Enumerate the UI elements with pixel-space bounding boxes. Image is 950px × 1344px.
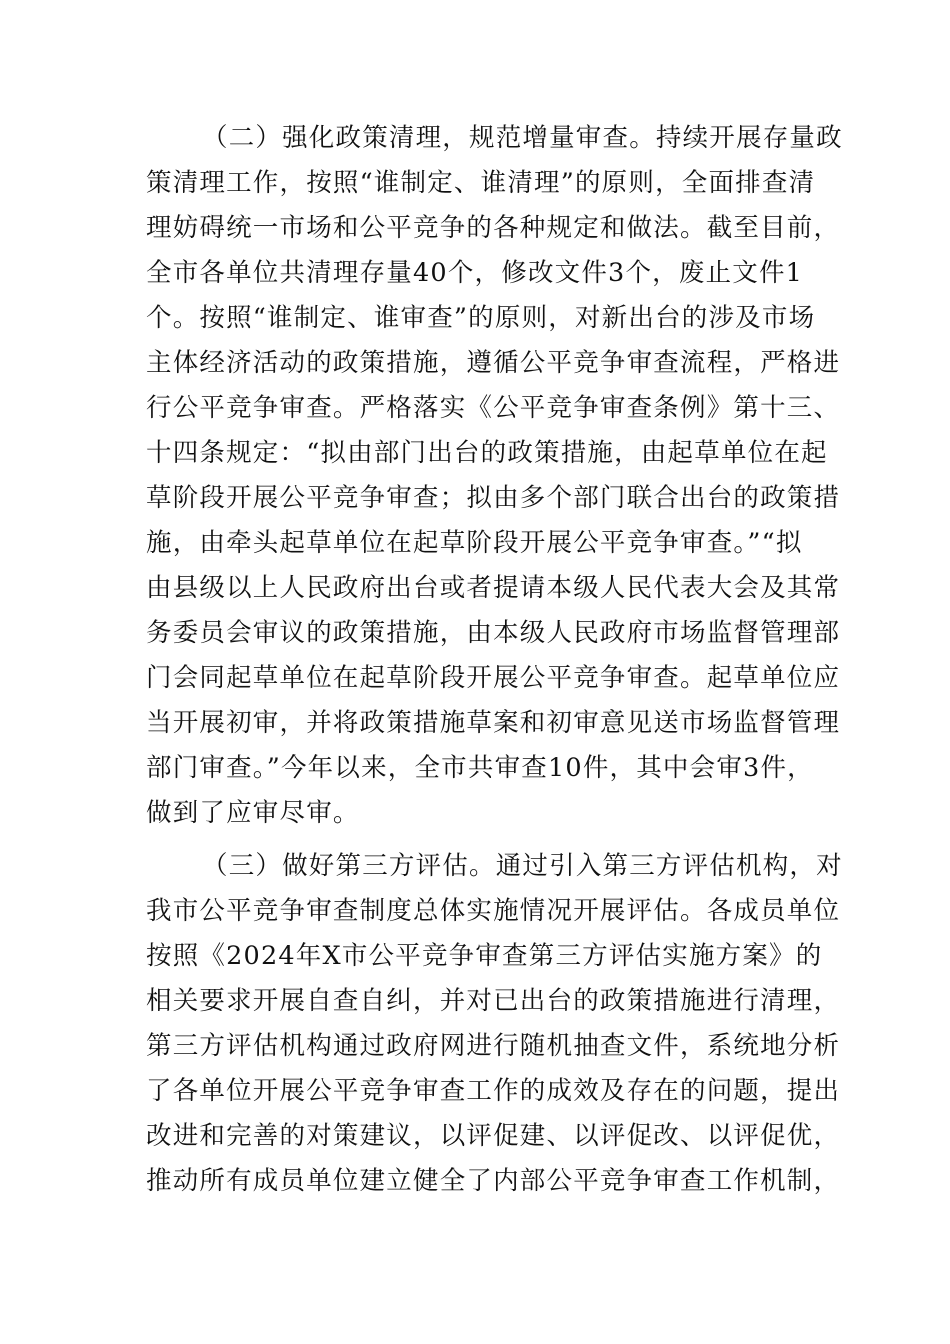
paragraph-third-party-evaluation	[146, 844, 843, 1204]
document-body	[146, 116, 843, 1204]
paragraph-line: 全市各单位共清理存量40个，修改文件3个，废止文件1	[146, 258, 804, 288]
paragraph-line: 相关要求开展自查自纠，并对已出台的政策措施进行清理，	[146, 986, 841, 1016]
paragraph-line: 由县级以上人民政府出台或者提请本级人民代表大会及其常	[146, 573, 841, 603]
paragraph-line: 行公平竞争审查。严格落实《公平竞争审查条例》第十三、	[146, 393, 841, 423]
paragraph-line: 门会同起草单位在起草阶段开展公平竞争审查。起草单位应	[146, 663, 841, 693]
paragraph-line: 当开展初审，并将政策措施草案和初审意见送市场监督管理	[146, 708, 841, 738]
paragraph-line: 推动所有成员单位建立健全了内部公平竞争审查工作机制，	[146, 1166, 841, 1196]
paragraph-line: 主体经济活动的政策措施，遵循公平竞争审查流程，严格进	[146, 348, 841, 378]
paragraph-line: 个。按照“谁制定、谁审查”的原则，对新出台的涉及市场	[146, 303, 816, 333]
paragraph-spacer	[146, 836, 816, 844]
paragraph-line: 了各单位开展公平竞争审查工作的成效及存在的问题，提出	[146, 1076, 841, 1106]
paragraph-line: 按照《2024年X市公平竞争审查第三方评估实施方案》的	[146, 941, 823, 971]
paragraph-line: 策清理工作，按照“谁制定、谁清理”的原则，全面排查清	[146, 168, 816, 198]
paragraph-line: 务委员会审议的政策措施，由本级人民政府市场监督管理部	[146, 618, 841, 648]
paragraph-line: （二）强化政策清理，规范增量审查。持续开展存量政	[202, 123, 843, 153]
paragraph-line: 改进和完善的对策建议，以评促建、以评促改、以评促优，	[146, 1121, 841, 1151]
paragraph-line: 我市公平竞争审查制度总体实施情况开展评估。各成员单位	[146, 896, 841, 926]
paragraph-line: 第三方评估机构通过政府网进行随机抽查文件，系统地分析	[146, 1031, 841, 1061]
paragraph-line: （三）做好第三方评估。通过引入第三方评估机构，对	[202, 851, 843, 881]
paragraph-line: 草阶段开展公平竞争审查；拟由多个部门联合出台的政策措	[146, 483, 841, 513]
paragraph-line: 理妨碍统一市场和公平竞争的各种规定和做法。截至目前，	[146, 213, 841, 243]
paragraph-line: 施，由牵头起草单位在起草阶段开展公平竞争审查。”“拟	[146, 528, 803, 558]
paragraph-policy-cleanup	[146, 116, 843, 836]
paragraph-line: 做到了应审尽审。	[146, 798, 360, 828]
paragraph-line: 部门审查。”今年以来，全市共审查10件，其中会审3件，	[146, 753, 814, 783]
paragraph-line: 十四条规定：“拟由部门出台的政策措施，由起草单位在起	[146, 438, 828, 468]
